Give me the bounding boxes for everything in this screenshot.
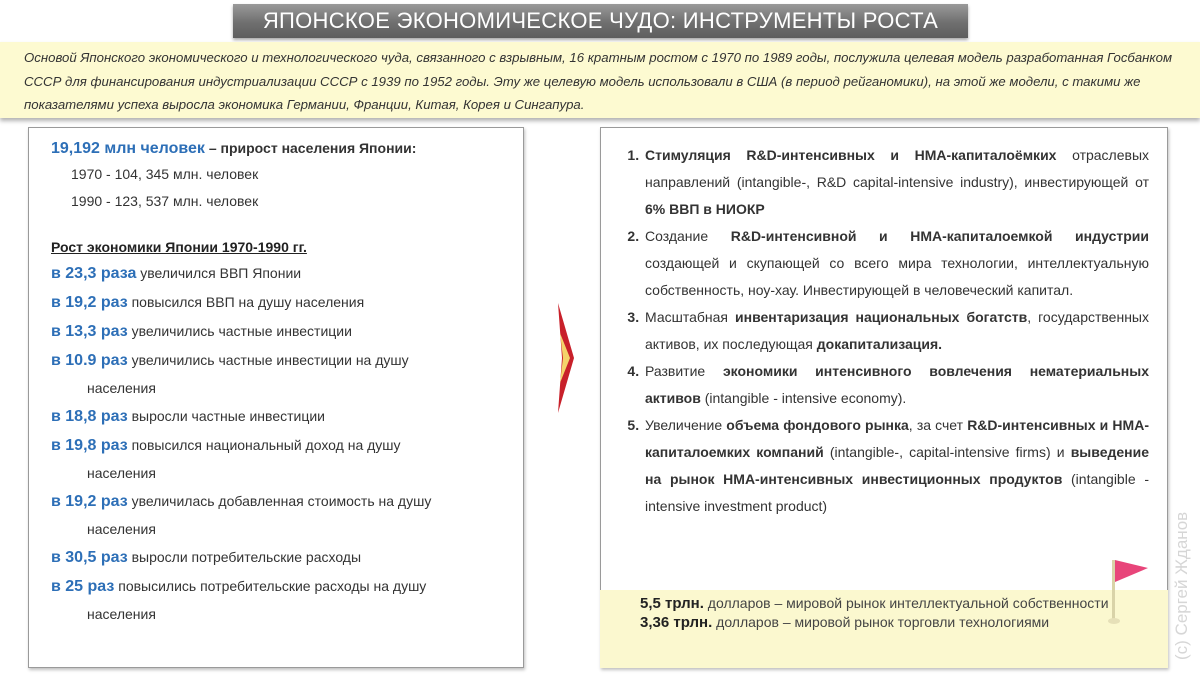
instruments-list — [621, 142, 1149, 520]
growth-text: повысился национальный доход на душу — [127, 437, 401, 453]
growth-item — [51, 288, 523, 317]
page-title: ЯПОНСКОЕ ЭКОНОМИЧЕСКОЕ ЧУДО: ИНСТРУМЕНТЫ РОСТА — [233, 4, 968, 38]
instrument-text: Масштабная — [645, 309, 736, 325]
growth-item — [51, 317, 523, 346]
flag-icon — [1108, 558, 1152, 628]
instrument-text: Развитие — [645, 363, 723, 379]
instrument-text: (intangible-, capital-intensive firms) и — [823, 444, 1071, 460]
intro-text: Основой Японского экономического и технологического чуда, связанного с взрывным, 16 кратным ростом с 1970 по 1989 годы, послужила целевая модель разработанная Госбанком СССР для финансирования индустриализации СССР с 1939 по 1952 годы. Эту же целевую модель использовали в США (в период рейганомики), на этой же модели, с такими же показателями успеха выросла экономика Германии, Франции, Китая, Корея и Сингапура. — [0, 42, 1200, 118]
growth-text: увеличилась добавленная стоимость на душу — [127, 493, 432, 509]
growth-text: повысился ВВП на душу населения — [127, 294, 365, 310]
instrument-text: отраслевых направлений (intangible-, R&D capital-intensive industry), инвестирующей от — [645, 147, 1150, 190]
growth-text: повысились потребительские расходы на душу — [114, 578, 427, 594]
market-line — [640, 613, 1168, 632]
growth-value: в 19,2 раз — [51, 294, 128, 311]
instrument-item — [643, 142, 1149, 223]
growth-text: увеличились частные инвестиции — [127, 323, 352, 339]
population-line — [51, 136, 523, 161]
growth-value: в 30,5 раз — [51, 549, 128, 566]
instrument-item — [643, 223, 1149, 304]
instrument-item — [643, 412, 1149, 520]
market-line — [640, 594, 1168, 613]
instrument-text: (intangible - intensive investment product) — [645, 471, 1149, 514]
instrument-text: создающей и скупающей со всего мира технологии, интеллектуальную собственность, ноу-хау. Инвестирующей в человеческий капитал. — [645, 255, 1149, 298]
instrument-bold: R&D-интенсивной и НМА-капиталоемкой индустрии — [730, 228, 1149, 244]
growth-item — [51, 259, 523, 288]
right-panel — [600, 127, 1168, 668]
growth-title: Рост экономики Японии 1970-1990 гг. — [51, 239, 307, 255]
instrument-text: Увеличение — [645, 417, 727, 433]
instrument-text: , государственных активов, их последующая — [645, 309, 1149, 352]
instrument-item — [643, 358, 1149, 412]
market-value: 3,36 трлн. — [640, 614, 713, 631]
growth-item — [51, 543, 523, 572]
instrument-bold: 6% ВВП в НИОКР — [645, 201, 765, 217]
market-value: 5,5 трлн. — [640, 595, 704, 612]
growth-text: увеличились частные инвестиции на душу — [127, 352, 409, 368]
growth-text-cont: населения — [87, 380, 156, 396]
growth-item — [51, 431, 523, 487]
growth-value: в 10.9 раз — [51, 352, 128, 369]
growth-text-cont: населения — [87, 521, 156, 537]
growth-text-cont: населения — [87, 465, 156, 481]
growth-text: выросли частные инвестиции — [127, 408, 325, 424]
market-text: долларов – мировой рынок интеллектуальной собственности — [703, 595, 1109, 611]
left-panel — [28, 127, 524, 668]
market-summary — [600, 590, 1168, 668]
growth-value: в 19,8 раз — [51, 437, 128, 454]
instrument-bold: R&D-интенсивных и НМА-капиталоемких компаний — [645, 417, 1149, 460]
instrument-text: , за счет — [908, 417, 968, 433]
growth-value: в 25 раз — [51, 578, 115, 595]
population-row: 1990 - 123, 537 млн. человек — [71, 193, 259, 209]
instrument-text: Создание — [645, 228, 731, 244]
growth-item — [51, 346, 523, 402]
growth-item — [51, 402, 523, 431]
instrument-bold: инвентаризация национальных богатств — [735, 309, 1028, 325]
growth-value: в 19,2 раз — [51, 493, 128, 510]
growth-value: в 13,3 раз — [51, 323, 128, 340]
growth-text-cont: населения — [87, 606, 156, 622]
instrument-bold: выведение на рынок НМА-интенсивных инвестиционных продуктов — [645, 444, 1149, 487]
population-value: 19,192 млн человек — [51, 140, 205, 157]
market-text: долларов – мировой рынок торговли технологиями — [712, 614, 1050, 630]
instrument-bold: Стимуляция R&D-интенсивных и НМА-капиталоёмких — [645, 147, 1057, 163]
population-row: 1970 - 104, 345 млн. человек — [71, 166, 259, 182]
copyright-text: (с) Сергей Жданов — [1172, 511, 1191, 660]
instrument-bold: экономики интенсивного вовлечения нематериальных активов — [645, 363, 1149, 406]
growth-value: в 23,3 раза — [51, 265, 137, 282]
growth-text: выросли потребительские расходы — [127, 549, 362, 565]
instrument-bold: докапитализация. — [816, 336, 943, 352]
instrument-text: (intangible - intensive economy). — [700, 390, 907, 406]
population-label: – прирост населения Японии: — [204, 140, 417, 156]
growth-item — [51, 487, 523, 543]
arrow-right-icon — [556, 303, 576, 413]
instrument-bold: объема фондового рынка — [726, 417, 909, 433]
instrument-item — [643, 304, 1149, 358]
growth-value: в 18,8 раз — [51, 408, 128, 425]
growth-item — [51, 572, 523, 628]
growth-text: увеличился ВВП Японии — [136, 265, 302, 281]
